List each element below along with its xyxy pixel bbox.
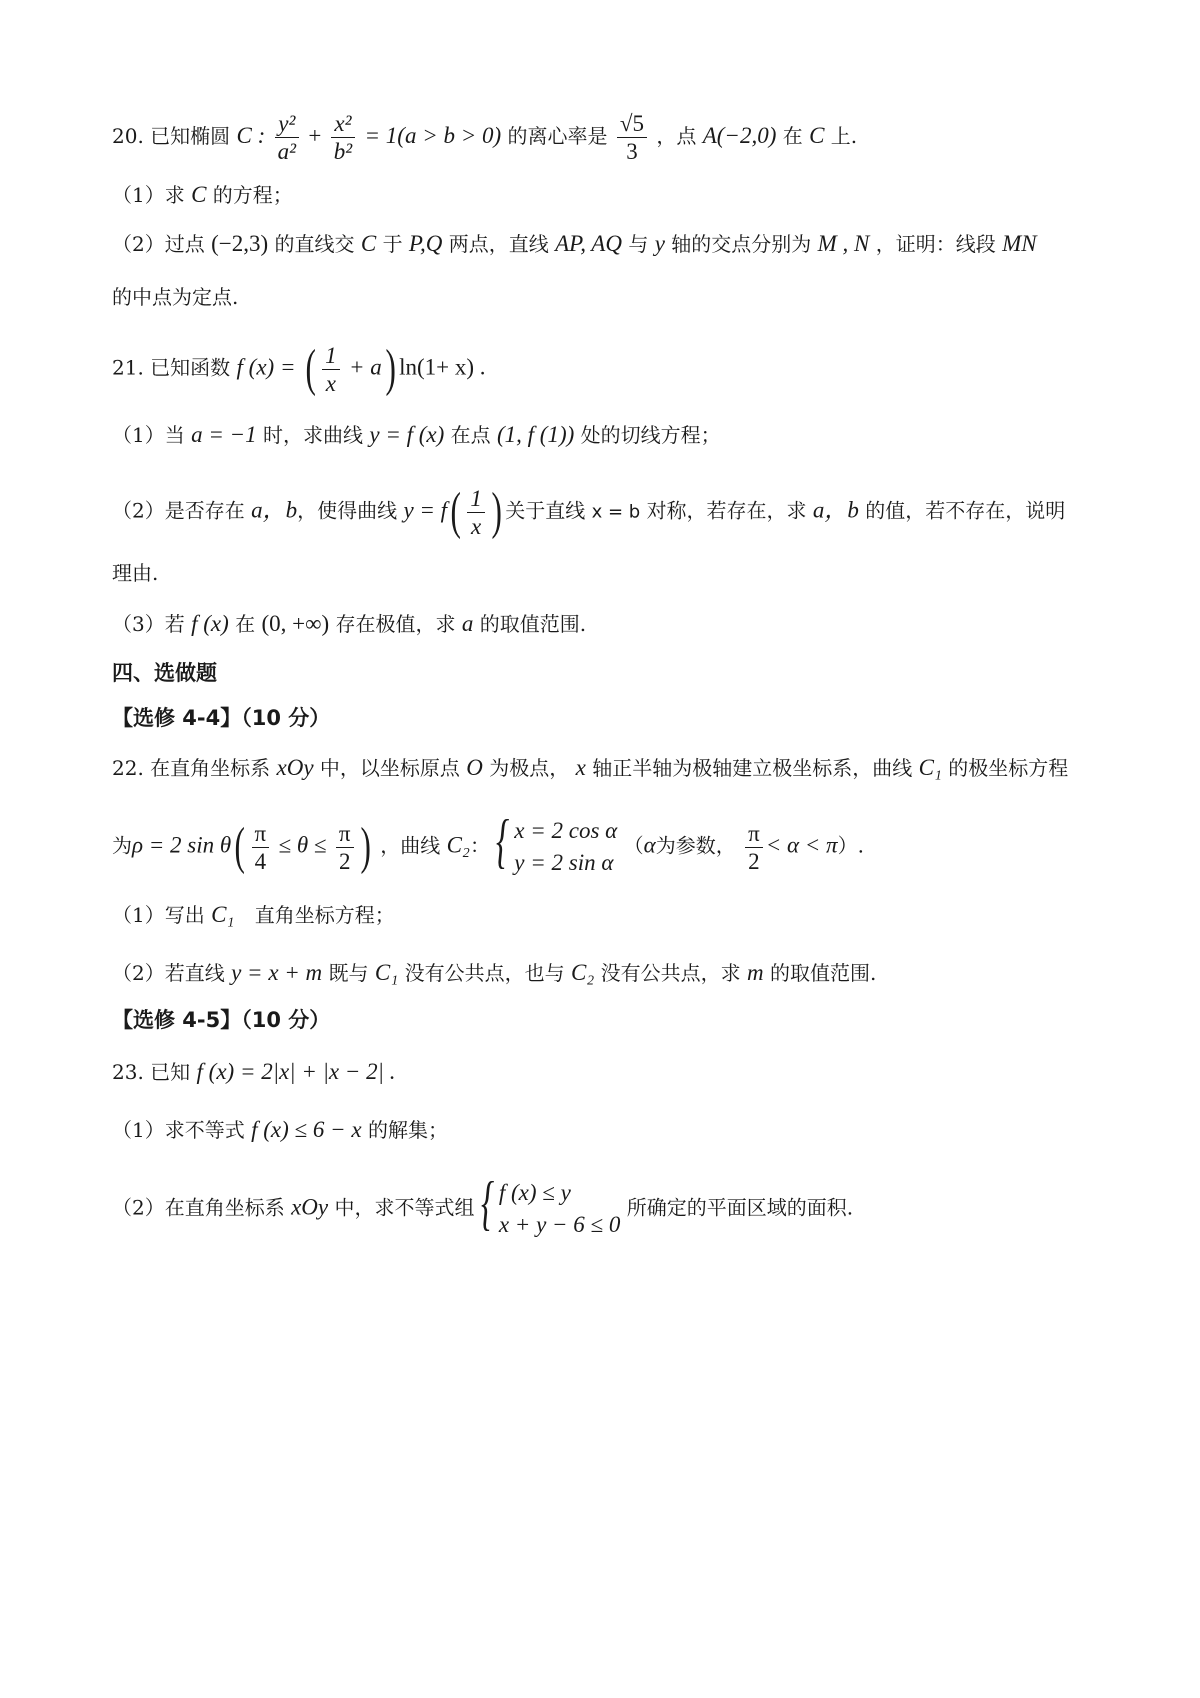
q23-p1-ineq: f (x) ≤ 6 − x bbox=[251, 1117, 362, 1142]
q21-p3-b: 在 bbox=[235, 612, 256, 636]
q22-p1-label: （1） bbox=[112, 903, 165, 927]
q20-number: 20. bbox=[112, 124, 144, 148]
q20-ecc-den: 3 bbox=[626, 139, 638, 164]
q20-frac-x2-b2 bbox=[331, 112, 355, 163]
q21-p1-point: (1, f (1)) bbox=[496, 422, 575, 447]
q21-p2-b: ，使得曲线 bbox=[297, 498, 398, 523]
q22-p2-b: 既与 bbox=[328, 961, 369, 985]
q22-line2-a: 为 bbox=[112, 833, 132, 858]
q21-p3-c: 存在极值，求 bbox=[335, 612, 456, 636]
q21-p2-frac-num: 1 bbox=[467, 487, 485, 513]
q21-p2-frac-den: x bbox=[471, 513, 482, 539]
q21-p3-f: f (x) bbox=[191, 611, 229, 636]
q22-number: 22. bbox=[112, 756, 144, 780]
q21-p3-label: （3） bbox=[112, 612, 165, 636]
q20-frac2-den: b² bbox=[333, 139, 353, 164]
q22-x-axis: x bbox=[575, 755, 586, 780]
q22-alpha: α bbox=[643, 832, 656, 858]
q21-p2-curve: y = f bbox=[403, 497, 448, 523]
q21-ln-tail: ln(1+ x) . bbox=[399, 354, 486, 380]
q21-p2-ab: a，b bbox=[251, 497, 298, 523]
q20-p2-y: y bbox=[654, 231, 665, 256]
q22-leq: ≤ θ ≤ bbox=[278, 832, 327, 858]
q21-p2-cont: 理由. bbox=[112, 561, 159, 585]
q22-param-system bbox=[496, 808, 618, 879]
q23-inequality-system bbox=[480, 1170, 621, 1241]
q22-sys-row1: x = 2 cos α bbox=[514, 818, 618, 843]
q20-frac1-num: y² bbox=[275, 112, 299, 138]
q22-c2: C₂ bbox=[446, 832, 470, 858]
q23-p1-a: 求不等式 bbox=[164, 1118, 245, 1142]
q20-p2-c-text: 于 bbox=[382, 232, 403, 256]
q23-part1 bbox=[112, 1118, 448, 1141]
q22-brace: { bbox=[496, 808, 510, 874]
q20-p2-g: ，证明：线段 bbox=[875, 232, 996, 256]
q22-colon: ： bbox=[469, 833, 490, 858]
q22-p2-a: 若直线 bbox=[164, 961, 225, 985]
q20-p1-c: C bbox=[191, 182, 207, 207]
q21-p2-a: 是否存在 bbox=[164, 498, 245, 523]
q22-frac-pi2 bbox=[336, 822, 354, 873]
q22-p2-c1: C₁ bbox=[374, 960, 399, 985]
q21-number: 21. bbox=[112, 355, 144, 380]
q22-p2-d: 没有公共点，求 bbox=[600, 961, 741, 985]
q22-line2-b: ，曲线 bbox=[380, 833, 441, 858]
q22-polar-eq: ρ = 2 sin θ bbox=[132, 832, 232, 858]
q23-p2-b: 中，求不等式组 bbox=[334, 1195, 475, 1220]
q22-pi2-den: 2 bbox=[338, 848, 351, 874]
q23-p2-a: 在直角坐标系 bbox=[164, 1195, 285, 1220]
q23-part2 bbox=[112, 1170, 854, 1241]
q23-p1-label: （1） bbox=[112, 1118, 165, 1142]
q20-frac1-den: a² bbox=[277, 139, 297, 164]
q22-param-a: （ bbox=[623, 833, 644, 858]
q22-sys-row2: y = 2 sin α bbox=[514, 850, 614, 875]
q21-p1-curve: y = f (x) bbox=[369, 422, 445, 447]
q21-p3-interval: (0, +∞) bbox=[261, 611, 330, 636]
q20-part2-cont bbox=[112, 287, 238, 307]
q21-p1-c: 在点 bbox=[450, 423, 491, 447]
q21-p2-c: 关于直线 bbox=[505, 498, 586, 523]
q21-p1-cond: a = −1 bbox=[191, 422, 257, 447]
q20-p1-label: （1） bbox=[112, 183, 165, 207]
q20-text-e: 上. bbox=[830, 124, 858, 148]
q22-pa-den: 2 bbox=[748, 848, 760, 874]
q22-p2-c2: C₂ bbox=[570, 960, 595, 985]
q22-text-b: 中，以坐标原点 bbox=[319, 756, 460, 780]
q21-frac-1-x bbox=[322, 344, 340, 395]
q22-line2 bbox=[112, 808, 864, 879]
q21-part2 bbox=[112, 483, 1066, 540]
q22-param-d: ）. bbox=[837, 833, 864, 858]
section-4-title: 四、选做题 bbox=[112, 661, 217, 685]
q20-p2-point: (−2,3) bbox=[211, 231, 269, 256]
q20-p2-f: 轴的交点分别为 bbox=[671, 232, 812, 256]
q20-plus: + bbox=[308, 123, 322, 148]
q20-ellipse-name: C : bbox=[236, 123, 266, 148]
q20-text-a: 已知椭圆 bbox=[150, 124, 231, 148]
q20-frac-y2-a2 bbox=[275, 112, 299, 163]
q22-p1-c1: C₁ bbox=[211, 902, 235, 927]
q22-p2-e: 的取值范围. bbox=[770, 961, 877, 985]
q22-text-d: 轴正半轴为极轴建立极坐标系，曲线 bbox=[592, 756, 913, 780]
q20-part2 bbox=[112, 232, 1037, 255]
q21-stem bbox=[112, 340, 486, 397]
q22-text-e: 的极坐标方程 bbox=[948, 756, 1069, 780]
q23-p2-c: 所确定的平面区域的面积. bbox=[626, 1195, 854, 1220]
q20-p2-mn: M , N bbox=[817, 231, 870, 256]
q23-p1-b: 的解集； bbox=[367, 1118, 448, 1142]
q22-text-a: 在直角坐标系 bbox=[150, 756, 271, 780]
q22-p2-c: 没有公共点，也与 bbox=[404, 961, 565, 985]
q20-p2-pq: P,Q bbox=[408, 231, 443, 256]
q23-stem bbox=[112, 1060, 395, 1083]
q20-p1-a: 求 bbox=[164, 183, 185, 207]
q23-text-a: 已知 bbox=[150, 1060, 191, 1084]
q21-part1 bbox=[112, 423, 721, 446]
q22-part2 bbox=[112, 961, 876, 984]
q21-p2-left-paren: ( bbox=[450, 483, 461, 540]
q22-frac-pa bbox=[745, 822, 763, 873]
q20-text-b: 的离心率是 bbox=[507, 124, 608, 148]
q20-text-c: ，点 bbox=[656, 124, 697, 148]
q21-p2-label: （2） bbox=[112, 498, 165, 523]
q21-p1-d: 处的切线方程； bbox=[580, 423, 721, 447]
q21-part3 bbox=[112, 612, 586, 635]
q23-p2-label: （2） bbox=[112, 1195, 165, 1220]
q22-frac-pi4 bbox=[252, 822, 270, 873]
q20-p1-b: 的方程； bbox=[212, 183, 293, 207]
q20-stem bbox=[112, 112, 857, 163]
q21-p2-frac bbox=[467, 487, 485, 538]
q20-p2-b: 的直线交 bbox=[274, 232, 355, 256]
q21-p3-var: a bbox=[461, 611, 474, 636]
q20-text-d: 在 bbox=[782, 124, 803, 148]
q21-left-paren: ( bbox=[305, 340, 316, 397]
q23-brace: { bbox=[480, 1170, 495, 1236]
q21-right-paren: ) bbox=[385, 340, 396, 397]
q22-origin: O bbox=[466, 755, 483, 780]
q20-p2-a: 过点 bbox=[164, 232, 205, 256]
q21-p2-right-paren: ) bbox=[491, 483, 502, 540]
q21-p1-label: （1） bbox=[112, 423, 165, 447]
q22-param-b: 为参数， bbox=[655, 833, 736, 858]
q21-p2-e: 的值，若不存在，说明 bbox=[865, 498, 1066, 523]
q22-pi2-num: π bbox=[336, 822, 354, 848]
q21-p2-line: x = b bbox=[591, 501, 641, 523]
q22-c1: C₁ bbox=[918, 755, 942, 780]
q23-sys-row1: f (x) ≤ y bbox=[498, 1180, 571, 1205]
q22-p2-line: y = x + m bbox=[231, 960, 323, 985]
q22-pi4-den: 4 bbox=[254, 848, 267, 874]
q20-c-ref: C bbox=[809, 123, 825, 148]
q20-p2-e: 与 bbox=[628, 232, 649, 256]
q21-part2-cont bbox=[112, 563, 158, 583]
q21-fx: f (x) = bbox=[236, 354, 296, 380]
q21-p1-b: 时，求曲线 bbox=[263, 423, 363, 447]
q20-frac2-num: x² bbox=[331, 112, 355, 138]
q20-eq-tail: = 1(a > b > 0) bbox=[364, 123, 502, 148]
q20-p2-apaq: AP, AQ bbox=[555, 231, 622, 256]
q22-p1-b: 直角坐标方程； bbox=[254, 903, 395, 927]
q21-text-a: 已知函数 bbox=[150, 355, 231, 380]
elective-4-5-title: 【选修 4-5】（10 分） bbox=[112, 1008, 331, 1032]
q20-p2-c: C bbox=[360, 231, 377, 256]
q20-eccentricity bbox=[617, 112, 647, 163]
q23-sys-row2: x + y − 6 ≤ 0 bbox=[498, 1212, 621, 1237]
q22-text-c: 为极点， bbox=[489, 756, 570, 780]
q22-part1 bbox=[112, 903, 395, 926]
q20-p2-mn-segment: MN bbox=[1002, 231, 1037, 256]
elective-4-4-title: 【选修 4-4】（10 分） bbox=[112, 706, 331, 730]
q22-p2-label: （2） bbox=[112, 961, 165, 985]
q20-p2-d: 两点，直线 bbox=[448, 232, 549, 256]
q22-pa-num: π bbox=[745, 822, 763, 848]
q20-part1 bbox=[112, 183, 293, 206]
q22-p1-a: 写出 bbox=[164, 903, 205, 927]
q20-p2-label: （2） bbox=[112, 232, 165, 256]
q22-right-paren: ) bbox=[360, 818, 371, 875]
q21-p2-d: 对称，若存在，求 bbox=[646, 498, 807, 523]
q21-p3-a: 若 bbox=[164, 612, 185, 636]
q23-fx: f (x) = 2|x| + |x − 2| . bbox=[196, 1059, 396, 1084]
q21-p2-ab2: a，b bbox=[812, 497, 859, 523]
q23-p2-xoy: xOy bbox=[291, 1194, 329, 1220]
q22-pi4-num: π bbox=[252, 822, 270, 848]
q21-plus-a: + a bbox=[349, 354, 382, 380]
q20-ecc-num: √5 bbox=[617, 112, 647, 138]
q21-p3-d: 的取值范围. bbox=[479, 612, 587, 636]
q21-p1-a: 当 bbox=[164, 423, 185, 447]
q22-stem bbox=[112, 756, 1068, 779]
q22-p2-m: m bbox=[747, 960, 764, 985]
q22-left-paren: ( bbox=[234, 818, 246, 875]
q20-p2-cont: 的中点为定点. bbox=[112, 285, 239, 309]
q21-frac-den: x bbox=[325, 370, 337, 396]
q22-xoy: xOy bbox=[276, 755, 314, 780]
q23-number: 23. bbox=[112, 1060, 144, 1084]
q20-point-a: A(−2,0) bbox=[702, 123, 777, 148]
q22-param-c: < α < π bbox=[765, 832, 838, 858]
q21-frac-num: 1 bbox=[322, 344, 340, 370]
